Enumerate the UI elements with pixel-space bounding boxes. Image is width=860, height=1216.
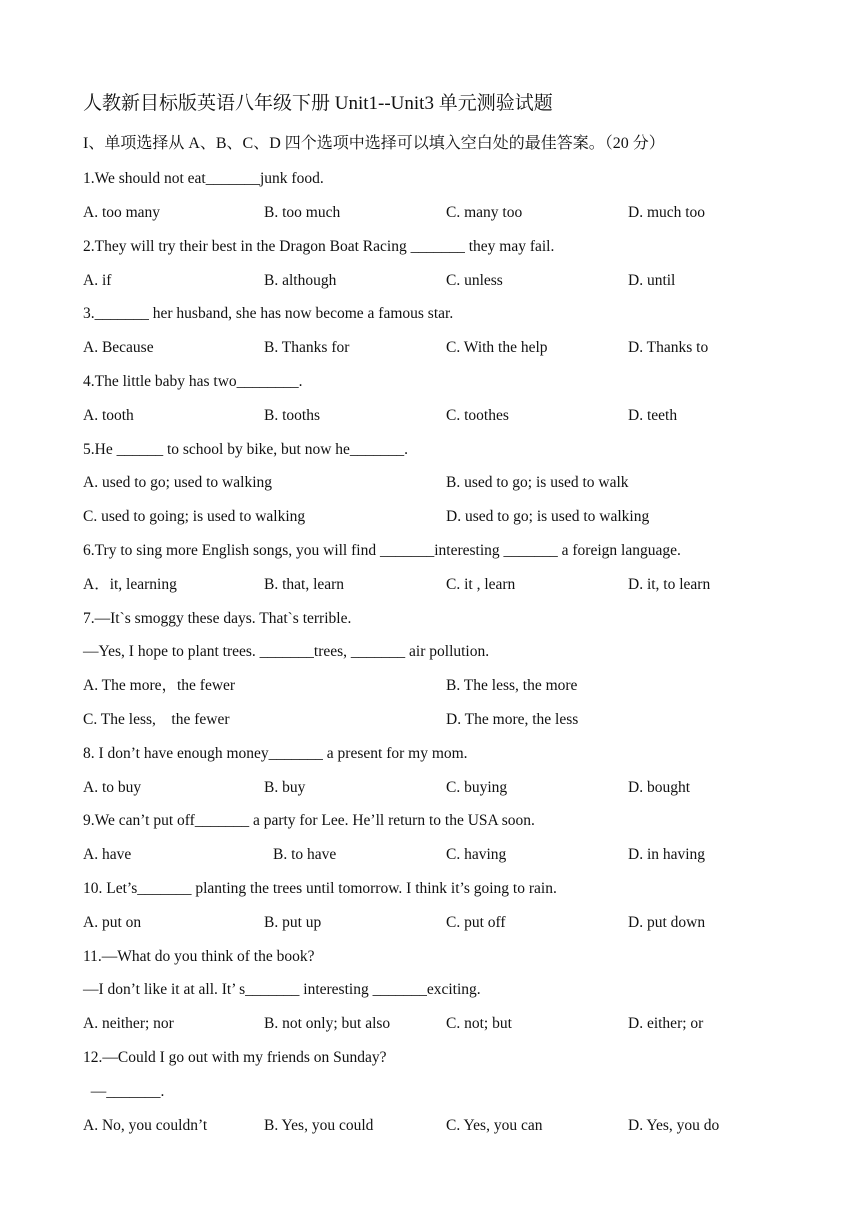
option-d: D. put down bbox=[628, 914, 706, 931]
option-b: B. that, learn bbox=[264, 576, 345, 593]
option-a: A. tooth bbox=[83, 407, 134, 424]
option-b: B. Yes, you could bbox=[264, 1117, 374, 1134]
option-b: B. The less, the more bbox=[446, 677, 578, 694]
option-d: D. much too bbox=[628, 204, 706, 221]
option-a: A. The more，the fewer bbox=[83, 677, 236, 694]
question-6: 6.Try to sing more English songs, you will find _______interesting _______ a foreign language. bbox=[83, 542, 681, 559]
question-10: 10. Let’s_______ planting the trees until tomorrow. I think it’s going to rain. bbox=[83, 880, 557, 897]
option-d: D. in having bbox=[628, 846, 706, 863]
option-a: A. put on bbox=[83, 914, 142, 931]
option-d: D. bought bbox=[628, 779, 690, 796]
option-c: C. toothes bbox=[446, 407, 509, 424]
option-d: D. used to go; is used to walking bbox=[446, 508, 650, 525]
option-b: B. put up bbox=[264, 914, 322, 931]
option-c: C. not; but bbox=[446, 1015, 512, 1032]
option-b: B. tooths bbox=[264, 407, 320, 424]
option-c: C. having bbox=[446, 846, 507, 863]
option-c: C. unless bbox=[446, 272, 503, 289]
question-7: 7.—It`s smoggy these days. That`s terrible. bbox=[83, 610, 352, 627]
question-2: 2.They will try their best in the Dragon Boat Racing _______ they may fail. bbox=[83, 238, 555, 255]
option-d: D. it, to learn bbox=[628, 576, 711, 593]
option-d: D. The more, the less bbox=[446, 711, 579, 728]
option-c: C. The less, the fewer bbox=[83, 711, 230, 728]
option-d: D. Thanks to bbox=[628, 339, 709, 356]
question-1: 1.We should not eat_______junk food. bbox=[83, 170, 324, 187]
option-c: C. With the help bbox=[446, 339, 548, 356]
question-3: 3._______ her husband, she has now become a famous star. bbox=[83, 305, 454, 322]
question-11: 11.—What do you think of the book? bbox=[83, 948, 315, 965]
question-4: 4.The little baby has two________. bbox=[83, 373, 303, 390]
page-title: 人教新目标版英语八年级下册 Unit1--Unit3 单元测验试题 bbox=[83, 93, 553, 114]
option-b: B. Thanks for bbox=[264, 339, 350, 356]
option-b: B. although bbox=[264, 272, 337, 289]
option-d: D. Yes, you do bbox=[628, 1117, 720, 1134]
question-12-reply: —_______. bbox=[83, 1083, 165, 1100]
option-a: A. neither; nor bbox=[83, 1015, 174, 1032]
question-7-reply: —Yes, I hope to plant trees. _______trees, _______ air pollution. bbox=[83, 643, 490, 660]
option-b: B. used to go; is used to walk bbox=[446, 474, 629, 491]
option-c: C. used to going; is used to walking bbox=[83, 508, 306, 525]
option-c: C. many too bbox=[446, 204, 523, 221]
option-a: A. used to go; used to walking bbox=[83, 474, 272, 491]
section-heading: I、单项选择从 A、B、C、D 四个选项中选择可以填入空白处的最佳答案。（20 分） bbox=[83, 135, 665, 152]
question-5: 5.He ______ to school by bike, but now he_______. bbox=[83, 441, 409, 458]
question-12: 12.—Could I go out with my friends on Sunday? bbox=[83, 1049, 387, 1066]
option-a: A. have bbox=[83, 846, 132, 863]
option-c: C. it , learn bbox=[446, 576, 516, 593]
option-b: B. to have bbox=[273, 846, 337, 863]
option-c: C. buying bbox=[446, 779, 508, 796]
option-b: B. not only; but also bbox=[264, 1015, 391, 1032]
option-a: A. Because bbox=[83, 339, 154, 356]
option-d: D. until bbox=[628, 272, 676, 289]
option-a: A. to buy bbox=[83, 779, 142, 796]
option-a: A. if bbox=[83, 272, 112, 289]
option-a: A. too many bbox=[83, 204, 161, 221]
question-9: 9.We can’t put off_______ a party for Lee. He’ll return to the USA soon. bbox=[83, 812, 535, 829]
option-b: B. too much bbox=[264, 204, 341, 221]
option-d: D. either; or bbox=[628, 1015, 704, 1032]
option-c: C. Yes, you can bbox=[446, 1117, 543, 1134]
option-d: D. teeth bbox=[628, 407, 678, 424]
question-8: 8. I don’t have enough money_______ a present for my mom. bbox=[83, 745, 468, 762]
option-a: A．it, learning bbox=[83, 576, 177, 593]
option-c: C. put off bbox=[446, 914, 506, 931]
option-b: B. buy bbox=[264, 779, 306, 796]
option-a: A. No, you couldn’t bbox=[83, 1117, 208, 1134]
question-11-reply: —I don’t like it at all. It’ s_______ interesting _______exciting. bbox=[83, 981, 481, 998]
